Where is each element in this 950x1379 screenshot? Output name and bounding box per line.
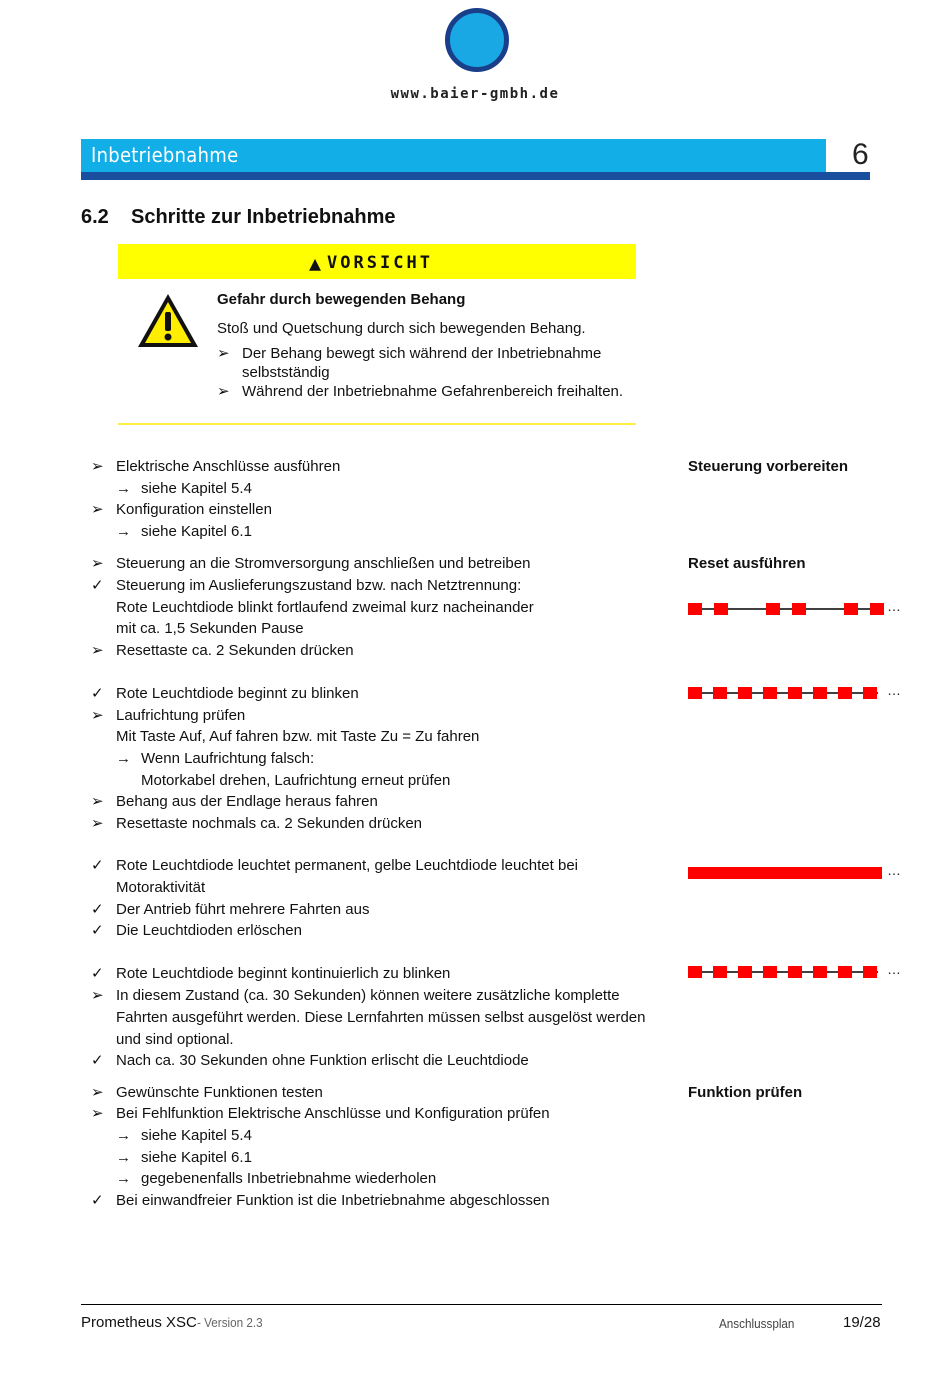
step-line: Motorkabel drehen, Laufrichtung erneut prüfen: [141, 772, 451, 789]
step-line: ✓ Rote Leuchtdiode beginnt kontinuierlich zu blinken: [91, 965, 451, 982]
step-line: ✓ Bei einwandfreier Funktion ist die Inbetriebnahme abgeschlossen: [91, 1192, 550, 1209]
checkmark-icon: ✓: [91, 922, 104, 939]
section-heading: [81, 206, 396, 229]
step-line: Resettaste ca. 2 Sekunden drücken ➢: [91, 642, 354, 659]
step-line: ➢ In diesem Zustand (ca. 30 Sekunden) können weitere zusätzliche komplette: [91, 987, 620, 1004]
arrowhead-icon: ➢: [91, 987, 104, 1004]
arrowhead-icon: ➢: [217, 383, 230, 400]
step-line: ✓ Steuerung im Auslieferungszustand bzw. nach Netztrennung:: [91, 577, 522, 594]
checkmark-icon: ✓: [91, 857, 104, 874]
warning-text: Stoß und Quetschung durch sich bewegenden Behang.: [217, 320, 586, 337]
checkmark-icon: ✓: [91, 1052, 104, 1069]
arrowhead-icon: ➢: [91, 793, 104, 810]
led-pattern-double-blink: [688, 602, 888, 616]
side-label-reset: Reset ausführen: [688, 555, 806, 572]
section-number: 6.2: [81, 206, 109, 228]
checkmark-icon: ✓: [91, 965, 104, 982]
arrow-right-icon: →: [116, 1170, 131, 1187]
side-label-function: Funktion prüfen: [688, 1084, 803, 1101]
step-line: ➢ Behang aus der Endlage heraus fahren: [91, 793, 378, 810]
step-line: mit ca. 1,5 Sekunden Pause: [116, 620, 304, 637]
arrow-right-icon: →: [116, 1127, 131, 1144]
arrowhead-icon: ➢: [91, 815, 104, 832]
step-line: → gegebenenfalls Inbetriebnahme wiederholen: [116, 1170, 437, 1187]
continuation-icon: …: [887, 961, 902, 977]
warning-triangle-icon: ▲: [309, 251, 322, 275]
step-line: ✓ Die Leuchtdioden erlöschen: [91, 922, 302, 939]
step-line: ✓ Rote Leuchtdiode leuchtet permanent, gelbe Leuchtdiode leuchtet bei: [91, 857, 579, 874]
step-line: → Wenn Laufrichtung falsch:: [116, 750, 315, 767]
arrowhead-icon: ➢: [91, 1084, 104, 1101]
step-line: Rote Leuchtdiode blinkt fortlaufend zweimal kurz nacheinander: [116, 599, 534, 616]
caution-text: VORSICHT: [327, 253, 433, 273]
step-line: Fahrten ausgeführt werden. Diese Lernfahrten müssen selbst ausgelöst werden: [116, 1009, 646, 1026]
arrowhead-icon: ➢: [91, 642, 104, 659]
product-name: Prometheus XSC: [81, 1314, 197, 1331]
arrowhead-icon: ➢: [217, 345, 230, 362]
footer-product: [81, 1314, 270, 1331]
warning-item: ➢ Während der Inbetriebnahme Gefahrenbereich freihalten.: [217, 383, 624, 400]
arrowhead-icon: ➢: [91, 707, 104, 724]
step-line: ➢ Resettaste nochmals ca. 2 Sekunden drücken: [91, 815, 423, 832]
arrowhead-icon: ➢: [91, 1105, 104, 1122]
step-line: Motoraktivität: [116, 879, 206, 896]
chapter-number: 6: [852, 138, 869, 171]
step-line: → siehe Kapitel 5.4: [116, 480, 252, 497]
warning-item: ➢ Der Behang bewegt sich während der Inbetriebnahme selbstständig: [217, 345, 602, 381]
arrowhead-icon: ➢: [91, 501, 104, 518]
arrow-right-icon: →: [116, 750, 131, 767]
warning-sign-icon: [136, 292, 200, 350]
footer-rule: [81, 1304, 882, 1305]
arrowhead-icon: ➢: [91, 555, 104, 572]
footer-document-type: Anschlussplan: [719, 1316, 795, 1331]
step-line: ➢ Elektrische Anschlüsse ausführen: [91, 458, 341, 475]
step-line: Mit Taste Auf, Auf fahren bzw. mit Taste Zu = Zu fahren: [116, 728, 480, 745]
company-logo: [445, 8, 509, 72]
step-line: ✓ Der Antrieb führt mehrere Fahrten aus: [91, 901, 370, 918]
step-line: ➢ Bei Fehlfunktion Elektrische Anschlüsse und Konfiguration prüfen: [91, 1105, 550, 1122]
arrow-right-icon: →: [116, 523, 131, 540]
step-line: ➢ Gewünschte Funktionen testen: [91, 1084, 323, 1101]
website-url: www.baier-gmbh.de: [390, 86, 560, 102]
led-pattern-permanent: [688, 866, 884, 880]
led-pattern-blink: [688, 686, 888, 700]
warning-heading: Gefahr durch bewegenden Behang: [217, 291, 466, 308]
side-label-prepare: Steuerung vorbereiten: [688, 458, 849, 475]
continuation-icon: …: [887, 682, 902, 698]
led-pattern-blink-continuous: [688, 965, 888, 979]
caution-label: [309, 251, 433, 275]
step-line: → siehe Kapitel 5.4: [116, 1127, 252, 1144]
continuation-icon: …: [887, 862, 902, 878]
step-line: → siehe Kapitel 6.1: [116, 1149, 252, 1166]
step-line: ✓ Nach ca. 30 Sekunden ohne Funktion erlischt die Leuchtdiode: [91, 1052, 529, 1069]
caution-bottom-rule: [118, 423, 636, 425]
chapter-title: Inbetriebnahme: [91, 143, 239, 167]
checkmark-icon: ✓: [91, 1192, 104, 1209]
arrow-right-icon: →: [116, 1149, 131, 1166]
warning-list: [217, 344, 637, 401]
page-number: 19/28: [843, 1314, 881, 1331]
arrow-right-icon: →: [116, 480, 131, 497]
section-title: Schritte zur Inbetriebnahme: [131, 206, 396, 228]
arrowhead-icon: ➢: [91, 458, 104, 475]
step-line: ➢ Konfiguration einstellen: [91, 501, 272, 518]
step-line: ✓ Rote Leuchtdiode beginnt zu blinken: [91, 685, 359, 702]
step-line: → siehe Kapitel 6.1: [116, 523, 252, 540]
chapter-underline: [81, 172, 870, 180]
step-line: ➢ Steuerung an die Stromversorgung anschließen und betreiben: [91, 555, 531, 572]
product-version: - Version 2.3: [196, 1315, 263, 1330]
step-line: und sind optional.: [116, 1031, 234, 1048]
checkmark-icon: ✓: [91, 901, 104, 918]
checkmark-icon: ✓: [91, 685, 104, 702]
checkmark-icon: ✓: [91, 577, 104, 594]
continuation-icon: …: [887, 598, 902, 614]
step-line: ➢ Laufrichtung prüfen: [91, 707, 246, 724]
